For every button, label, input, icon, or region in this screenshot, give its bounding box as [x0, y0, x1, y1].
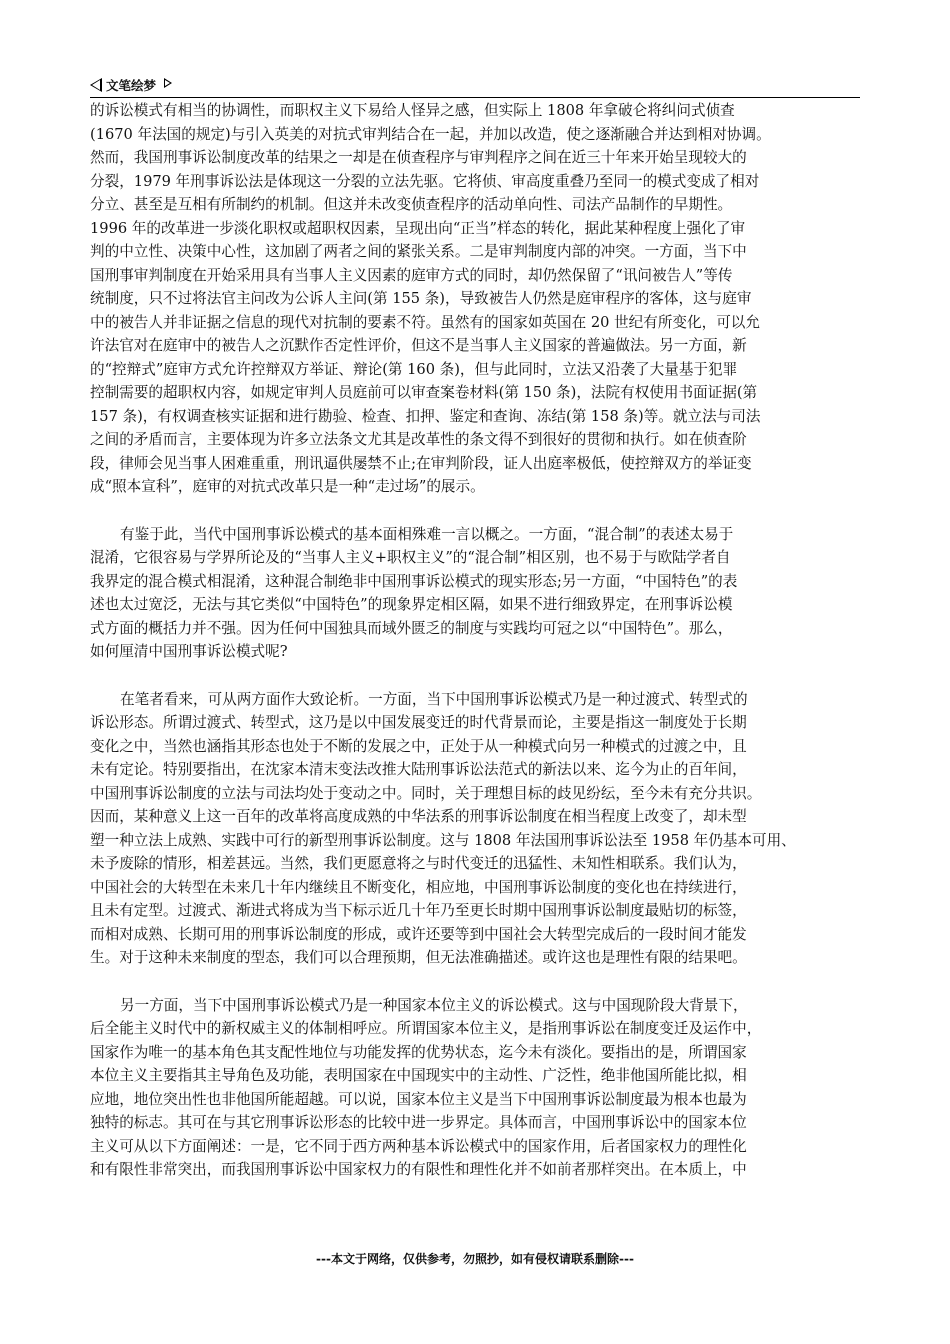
text-line: 混淆，它很容易与学界所论及的“当事人主义+职权主义”的“混合制”相区别，也不易于与欧陆学者自 [90, 549, 731, 566]
paragraph-gap [90, 664, 862, 688]
text-line: 述也太过宽泛，无法与其它类似“中国特色”的现象界定相区隔，如果不进行细致界定，在刑事诉讼模 [90, 596, 733, 613]
text-line: 的“控辩式”庭审方式允许控辩双方举证、辩论(第 160 条)，但与此同时，立法又沿袭了大量基于犯罪 [90, 360, 738, 378]
left-triangle-icon [90, 78, 102, 92]
text-line: 统制度，只不过将法官主问改为公诉人主问(第 155 条)，导致被告人仍然是庭审程序的客体，这与庭审 [90, 290, 752, 307]
text-line: 塑一种立法上成熟、实践中可行的新型刑事诉讼制度。这与 1808 年法国刑事诉讼法至 1958 年仍基本可用、 [90, 831, 796, 849]
text-line: 段，律师会见当事人困难重重，刑讯逼供屡禁不止;在审判阶段，证人出庭率极低，使控辩双方的举证变 [90, 454, 752, 472]
text-line: 独特的标志。其可在与其它刑事诉讼形态的比较中进一步界定。具体而言，中国刑事诉讼中的国家本位 [90, 1114, 747, 1131]
paragraph-gap [90, 970, 862, 994]
text-line: 因而，某种意义上这一百年的改革将高度成熟的中华法系的刑事诉讼制度在相当程度上改变了，却未型 [90, 808, 747, 825]
text-line: 如何厘清中国刑事诉讼模式呢? [90, 643, 288, 660]
text-line: 未予废除的情形，相差甚远。当然，我们更愿意将之与时代变迁的迅猛性、未知性相联系。我们认为， [90, 855, 747, 872]
text-line: 且未有定型。过渡式、渐进式将成为当下标示近几十年乃至更长时期中国刑事诉讼制度最贴切的标签， [90, 902, 747, 919]
text-line: 应地，地位突出性也非他国所能超越。可以说，国家本位主义是当下中国刑事诉讼制度最为根本也最为 [90, 1090, 747, 1108]
text-line: 国刑事审判制度在开始采用具有当事人主义因素的庭审方式的同时，却仍然保留了“讯问被告人”等传 [90, 266, 733, 284]
paragraph [90, 994, 862, 1182]
text-line: 中国社会的大转型在未来几十年内继续且不断变化，相应地，中国刑事诉讼制度的变化也在持续进行， [90, 878, 747, 896]
right-triangle-icon [164, 78, 172, 88]
document-header [90, 74, 860, 96]
paragraph [90, 99, 862, 499]
text-line: 的诉讼模式有相当的协调性，而职权主义下易给人怪异之感，但实际上 1808 年拿破仑将纠问式侦查 [90, 102, 735, 119]
text-line: 有鉴于此，当代中国刑事诉讼模式的基本面相殊难一言以概之。一方面，“混合制”的表述太易于 [120, 525, 734, 543]
paragraph-gap [90, 499, 862, 523]
text-line: 我界定的混合模式相混淆，这种混合制绝非中国刑事诉讼模式的现实形态;另一方面，“中国特色”的表 [90, 572, 738, 590]
text-line: 然而，我国刑事诉讼制度改革的结果之一却是在侦查程序与审判程序之间在近三十年来开始呈现较大的 [90, 149, 747, 166]
text-line: 变化之中，当然也涵指其形态也处于不断的发展之中，正处于从一种模式向另一种模式的过渡之中，且 [90, 737, 747, 755]
text-line: 另一方面，当下中国刑事诉讼模式乃是一种国家本位主义的诉讼模式。这与中国现阶段大背景下， [120, 996, 748, 1014]
text-line: 1996 年的改革进一步淡化职权或超职权因素，呈现出向“正当”样态的转化，据此某种程度上强化了审 [90, 219, 746, 237]
text-line: 诉讼形态。所谓过渡式、转型式，这乃是以中国发展变迁的时代背景而论，主要是指这一制度处于长期 [90, 714, 747, 731]
text-line: 分裂，1979 年刑事诉讼法是体现这一分裂的立法先驱。它将侦、审高度重叠乃至同一的模式变成了相对 [90, 172, 760, 190]
text-line: 中的被告人并非证据之信息的现代对抗制的要素不符。虽然有的国家如英国在 20 世纪有所变化，可以允 [90, 313, 760, 331]
paragraph [90, 523, 862, 664]
text-line: 之间的矛盾而言，主要体现为许多立法条文尤其是改革性的条文得不到很好的贯彻和执行。如在侦查阶 [90, 431, 747, 448]
text-line: (1670 年法国的规定)与引入英美的对抗式审判结合在一起，并加以改造，使之逐渐融合并达到相对协调。 [90, 125, 771, 143]
paragraph [90, 688, 862, 970]
text-line: 国家作为唯一的基本角色其支配性地位与功能发挥的优势状态，迄今未有淡化。要指出的是，所谓国家 [90, 1043, 747, 1061]
text-line: 许法官对在庭审中的被告人之沉默作否定性评价，但这不是当事人主义国家的普遍做法。另一方面，新 [90, 337, 747, 354]
text-line: 后全能主义时代中的新权威主义的体制相呼应。所谓国家本位主义，是指刑事诉讼在制度变迁及运作中， [90, 1020, 762, 1037]
text-line: 未有定论。特别要指出，在沈家本清末变法改推大陆刑事诉讼法范式的新法以来、迄今为止的百年间， [90, 761, 747, 778]
text-line: 主义可从以下方面阐述：一是，它不同于西方两种基本诉讼模式中的国家作用，后者国家权力的理性化 [90, 1137, 747, 1155]
text-line: 式方面的概括力并不强。因为任何中国独具而域外匮乏的制度与实践均可冠之以“中国特色”。那么， [90, 619, 733, 637]
text-line: 控制需要的超职权内容，如规定审判人员庭前可以审查案卷材料(第 150 条)，法院有权使用书面证据(第 [90, 384, 758, 401]
document-body [90, 99, 862, 1182]
text-line: 本位主义主要指其主导角色及功能，表明国家在中国现实中的主动性、广泛性，绝非他国所能比拟，相 [90, 1067, 747, 1084]
text-line: 判的中立性、决策中心性，这加剧了两者之间的紧张关系。二是审判制度内部的冲突。一方面，当下中 [90, 243, 747, 260]
text-line: 生。对于这种未来制度的型态，我们可以合理预期，但无法准确描述。或许这也是理性有限的结果吧。 [90, 949, 747, 966]
text-line: 157 条)，有权调查核实证据和进行勘验、检查、扣押、鉴定和查询、冻结(第 158 条)等。就立法与司法 [90, 407, 761, 425]
text-line: 成“照本宣科”，庭审的对抗式改革只是一种“走过场”的展示。 [90, 478, 485, 495]
text-line: 和有限性非常突出，而我国刑事诉讼中国家权力的有限性和理性化并不如前者那样突出。在本质上，中 [90, 1161, 747, 1178]
footer-disclaimer: ---本文于网络，仅供参考，勿照抄，如有侵权请联系删除--- [316, 1252, 634, 1266]
header-title: 文笔绘梦 [106, 78, 157, 93]
header-rule [90, 97, 860, 98]
text-line: 分立、甚至是互相有所制约的机制。但这并未改变侦查程序的活动单向性、司法产品制作的早期性。 [90, 196, 733, 213]
text-line: 在笔者看来，可从两方面作大致论析。一方面，当下中国刑事诉讼模式乃是一种过渡式、转型式的 [120, 690, 748, 708]
text-line: 中国刑事诉讼制度的立法与司法均处于变动之中。同时，关于理想目标的歧见纷纭，至今未有充分共识。 [90, 784, 762, 802]
text-line: 而相对成熟、长期可用的刑事诉讼制度的形成，或许还要等到中国社会大转型完成后的一段时间才能发 [90, 925, 747, 943]
